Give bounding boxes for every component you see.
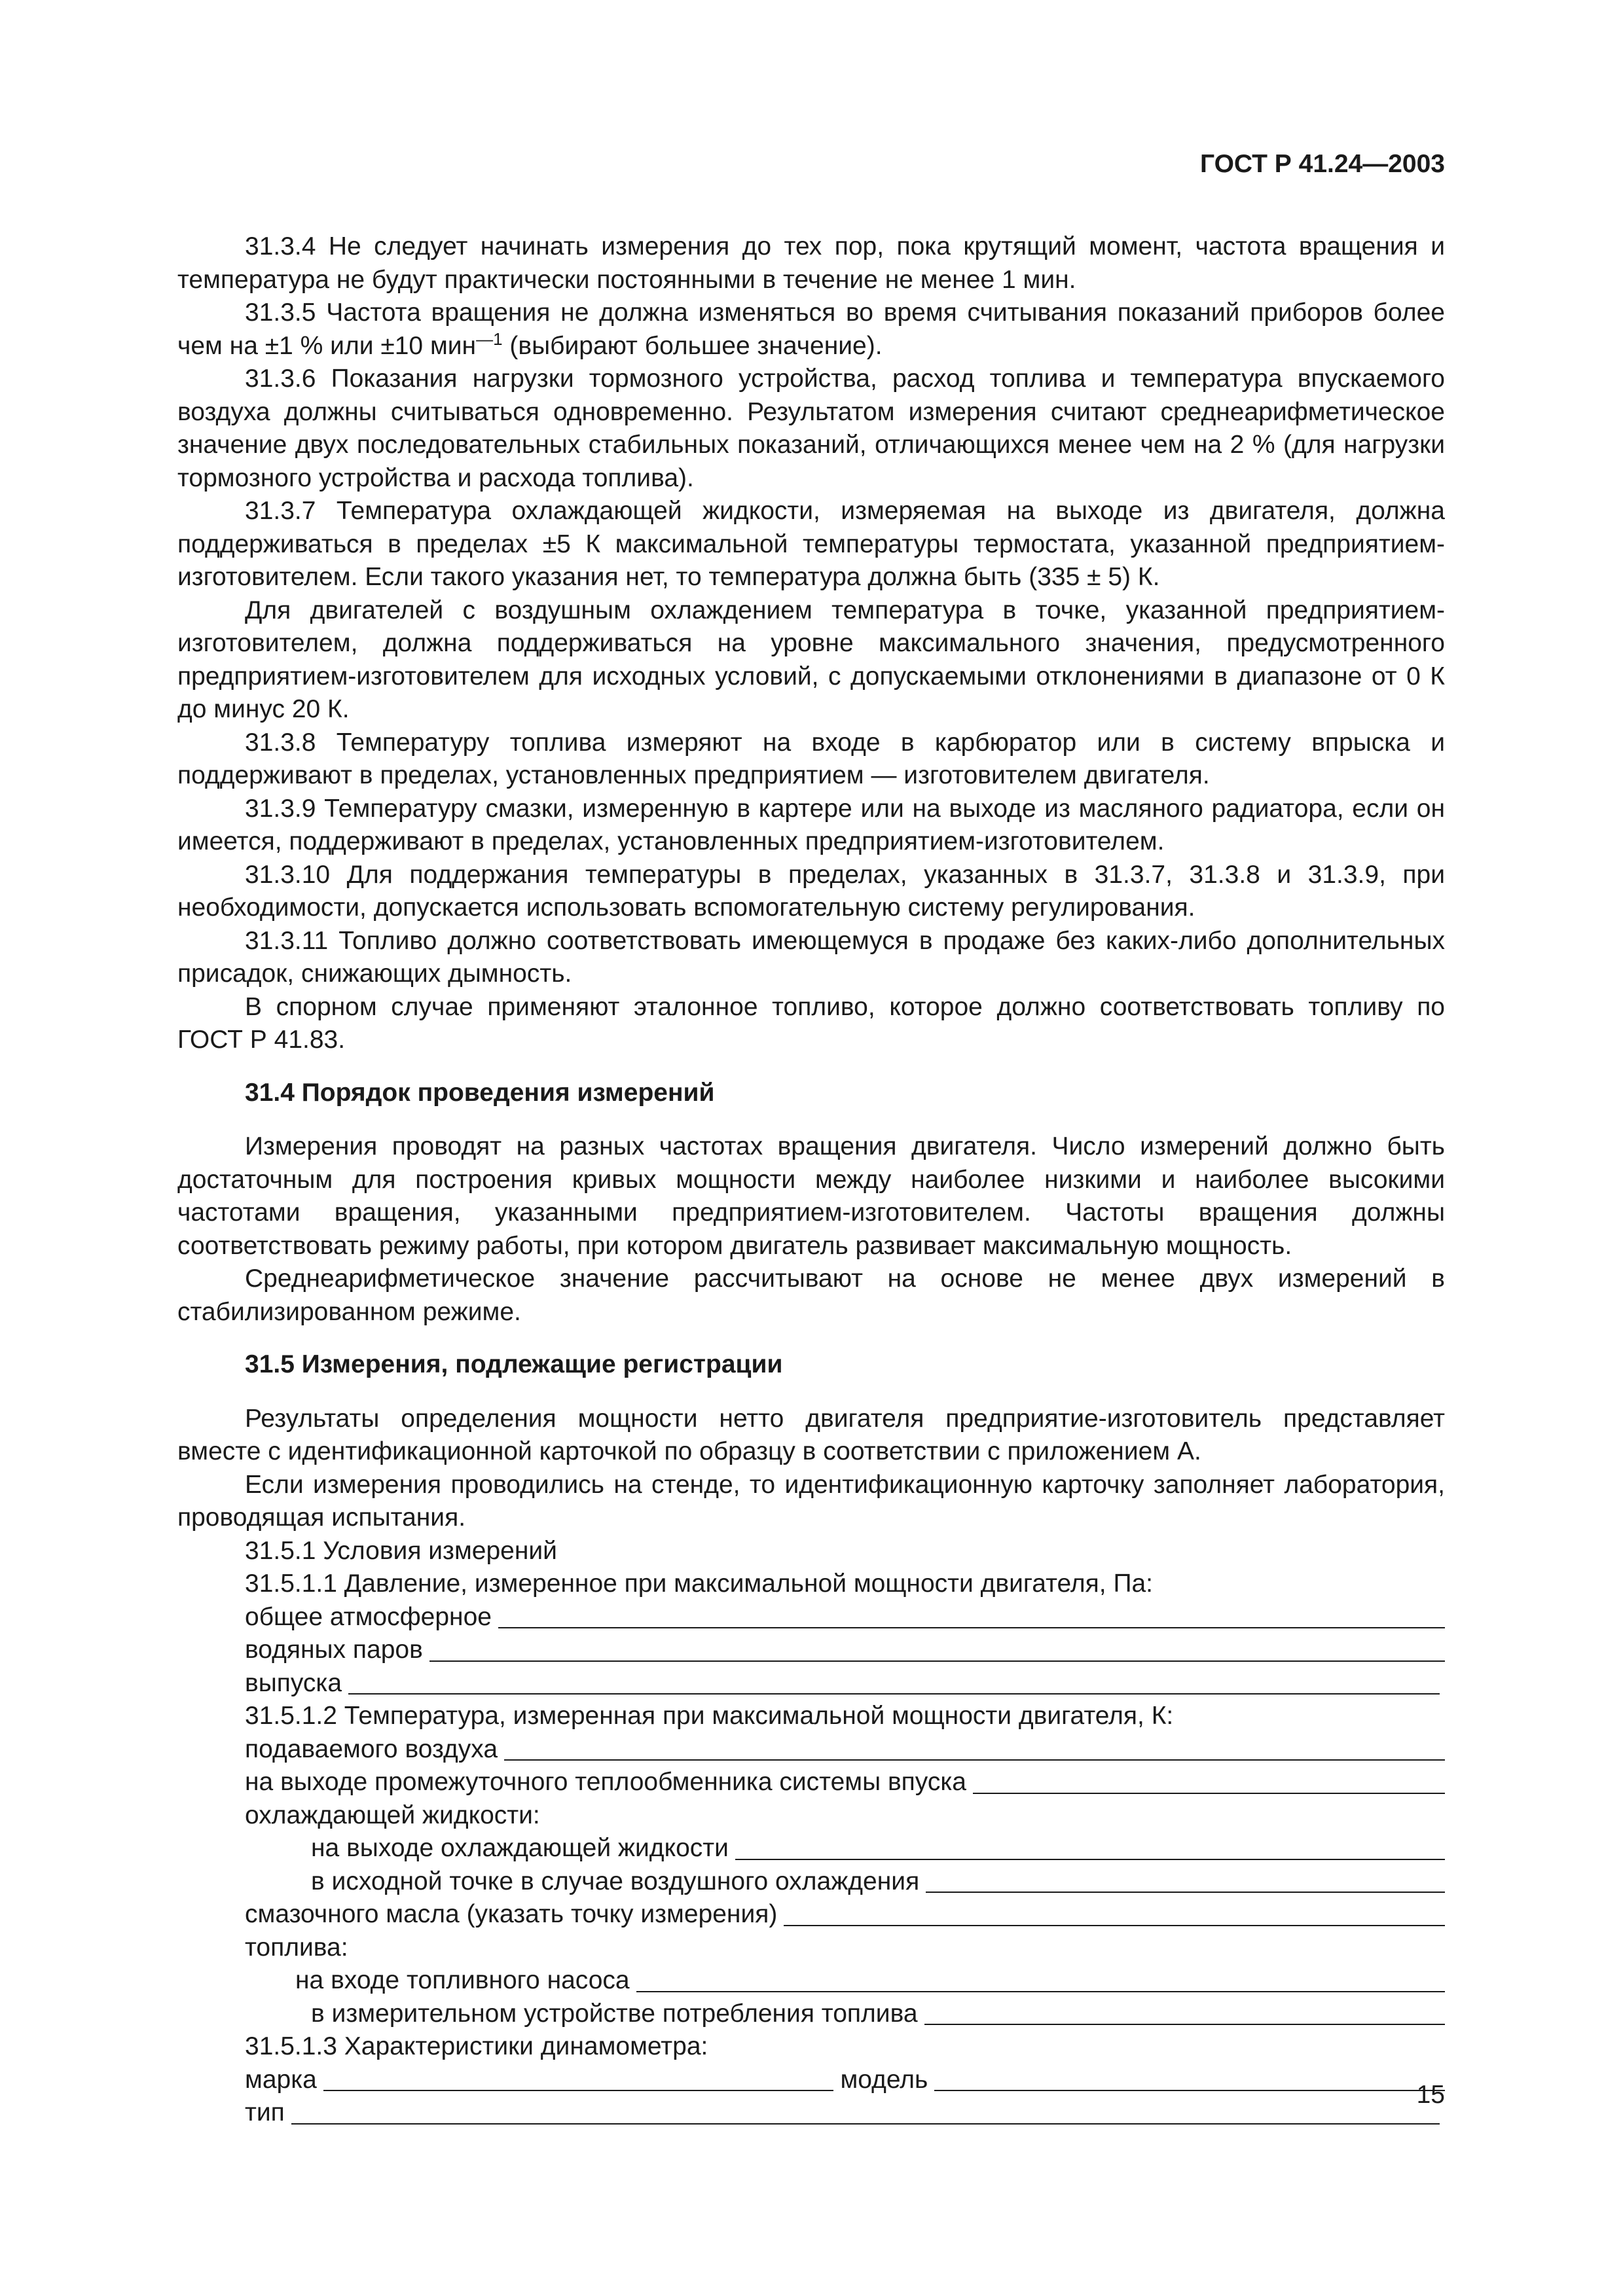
- subsection-31-5-1: 31.5.1 Условия измерений: [245, 1536, 557, 1565]
- field-label: охлаждающей жидкости:: [245, 1801, 540, 1829]
- field-label: марка: [245, 2065, 317, 2094]
- paragraph-reference-fuel: В спорном случае применяют эталонное топливо, которое должно соответствовать топливу по ГОСТ Р 41.83.: [177, 992, 1445, 1054]
- fill-in-line[interactable]: [291, 2123, 1440, 2125]
- field-label: смазочного масла (указать точку измерения): [245, 1900, 778, 1928]
- field-label: в исходной точке в случае воздушного охлаждения: [311, 1867, 920, 1895]
- form-row-temp-oil: [177, 1898, 1445, 1931]
- paragraph-air-cooling: Для двигателей с воздушным охлаждением температура в точке, указанной предприятием-изготовителем, должна поддерживаться на уровне максимального значения, предусмотренного предприятием-изготовителем для исходных условий, с допускаемыми отклонениями в диапазоне от 0 К до минус 20 К.: [177, 596, 1445, 723]
- fill-in-line[interactable]: [348, 1693, 1440, 1695]
- paragraph-31-3-10: 31.3.10 Для поддержания температуры в пределах, указанных в 31.3.7, 31.3.8 и 31.3.9, при необходимости, допускается использовать вспомогательную систему регулирования.: [177, 860, 1445, 922]
- form-row-dyno-brand-model: [177, 2064, 1445, 2097]
- form-row-temp-fuel-meter: [177, 1998, 1445, 2031]
- field-label: подаваемого воздуха: [245, 1734, 498, 1763]
- subsection-31-5-1-2: 31.5.1.2 Температура, измеренная при максимальной мощности двигателя, К:: [245, 1702, 1174, 1730]
- paragraph-31-3-11: 31.3.11 Топливо должно соответствовать имеющемуся в продаже без каких-либо дополнительных присадок, снижающих дымность.: [177, 926, 1445, 988]
- fill-in-line[interactable]: [323, 2090, 834, 2091]
- fill-in-line[interactable]: [636, 1991, 1445, 1992]
- form-row-pressure-total: [177, 1601, 1445, 1634]
- form-row-temp-coolant-ref: [177, 1865, 1445, 1899]
- form-row-pressure-exhaust: [177, 1667, 1445, 1700]
- field-label: общее атмосферное: [245, 1602, 492, 1631]
- form-row-temp-fuel-pump: [177, 1964, 1445, 1998]
- field-label: на выходе промежуточного теплообменника системы впуска: [245, 1768, 966, 1796]
- fill-in-line[interactable]: [926, 1892, 1445, 1893]
- paragraph-31-5-b: Если измерения проводились на стенде, то идентификационную карточку заполняет лаборатория, проводящая испытания.: [177, 1470, 1445, 1532]
- subsection-31-5-1-1: 31.5.1.1 Давление, измеренное при максимальной мощности двигателя, Па:: [245, 1570, 1154, 1598]
- field-label: модель: [840, 2065, 928, 2094]
- field-label: на выходе охлаждающей жидкости: [311, 1834, 729, 1862]
- form-row-pressure-vapor: [177, 1634, 1445, 1667]
- paragraph-31-4-a: Измерения проводят на разных частотах вращения двигателя. Число измерений должно быть достаточным для построения кривых мощности между наиболее низкими и наиболее высокими частотами вращения, указанными предприятием-изготовителем. Частоты вращения должны соответствовать режиму работы, при котором двигатель развивает максимальную мощность.: [177, 1132, 1445, 1260]
- document-id-header: ГОСТ Р 41.24—2003: [1200, 150, 1445, 178]
- paragraph-31-3-6: 31.3.6 Показания нагрузки тормозного устройства, расход топлива и температура впускаемого воздуха должны считываться одновременно. Результатом измерения считают среднеарифметическое значение двух последовательных стабильных показаний, отличающихся менее чем на 2 % (для нагрузки тормозного устройства и расхода топлива).: [177, 365, 1445, 492]
- form-row-temp-intake-air: [177, 1733, 1445, 1767]
- paragraph-31-3-5: [177, 296, 1445, 363]
- fill-in-line[interactable]: [973, 1793, 1445, 1794]
- fill-in-line[interactable]: [504, 1759, 1445, 1761]
- fill-in-line[interactable]: [735, 1859, 1445, 1860]
- exponent: —1: [476, 329, 503, 349]
- paragraph-31-3-8: 31.3.8 Температуру топлива измеряют на входе в карбюратор или в систему впрыска и поддерживают в пределах, установленных предприятием — изготовителем двигателя.: [177, 728, 1445, 789]
- fill-in-line[interactable]: [498, 1627, 1445, 1628]
- subsection-31-5-1-3: 31.5.1.3 Характеристики динамометра:: [245, 2032, 708, 2060]
- form-row-temp-intercooler: [177, 1766, 1445, 1799]
- page-content: [177, 230, 1445, 2130]
- form-row-dyno-type: [177, 2096, 1445, 2130]
- field-label: в измерительном устройстве потребления топлива: [311, 1999, 918, 2028]
- paragraph-31-3-4: 31.3.4 Не следует начинать измерения до тех пор, пока крутящий момент, частота вращения и температура не будут практически постоянными в течение не менее 1 мин.: [177, 232, 1445, 294]
- fill-in-line[interactable]: [934, 2090, 1445, 2091]
- form-row-temp-coolant-outlet: [177, 1832, 1445, 1865]
- paragraph-text: 31.3.5 Частота вращения не должна изменяться во время считывания показаний приборов более чем на ±1 % или ±10 мин: [177, 298, 1445, 360]
- field-label: на входе топливного насоса: [295, 1966, 630, 1994]
- form-row-temp-fuel: [177, 1931, 1445, 1965]
- fill-in-line[interactable]: [429, 1660, 1445, 1662]
- field-label: топлива:: [245, 1933, 348, 1962]
- section-heading-31-5: 31.5 Измерения, подлежащие регистрации: [245, 1350, 783, 1378]
- paragraph-31-3-7: 31.3.7 Температура охлаждающей жидкости, измеряемая на выходе из двигателя, должна поддерживаться в пределах ±5 К максимальной температуры термостата, указанной предприятием-изготовителем. Если такого указания нет, то температура должна быть (335 ± 5) К.: [177, 497, 1445, 591]
- paragraph-31-3-9: 31.3.9 Температуру смазки, измеренную в картере или на выходе из масляного радиатора, если он имеется, поддерживают в пределах, установленных предприятием-изготовителем.: [177, 794, 1445, 855]
- field-label: водяных паров: [245, 1636, 423, 1664]
- paragraph-31-5-a: Результаты определения мощности нетто двигателя предприятие-изготовитель представляет вместе с идентификационной карточкой по образцу в соответствии с приложением А.: [177, 1404, 1445, 1465]
- paragraph-31-4-b: Среднеарифметическое значение рассчитывают на основе не менее двух измерений в стабилизированном режиме.: [177, 1265, 1445, 1326]
- fill-in-line[interactable]: [784, 1925, 1445, 1926]
- paragraph-text: (выбирают большее значение).: [502, 331, 883, 360]
- page-number: 15: [1416, 2081, 1445, 2109]
- field-label: выпуска: [245, 1668, 342, 1697]
- section-heading-31-4: 31.4 Порядок проведения измерений: [245, 1078, 715, 1107]
- form-row-temp-coolant: [177, 1799, 1445, 1833]
- field-label: тип: [245, 2098, 285, 2126]
- fill-in-line[interactable]: [924, 2024, 1445, 2025]
